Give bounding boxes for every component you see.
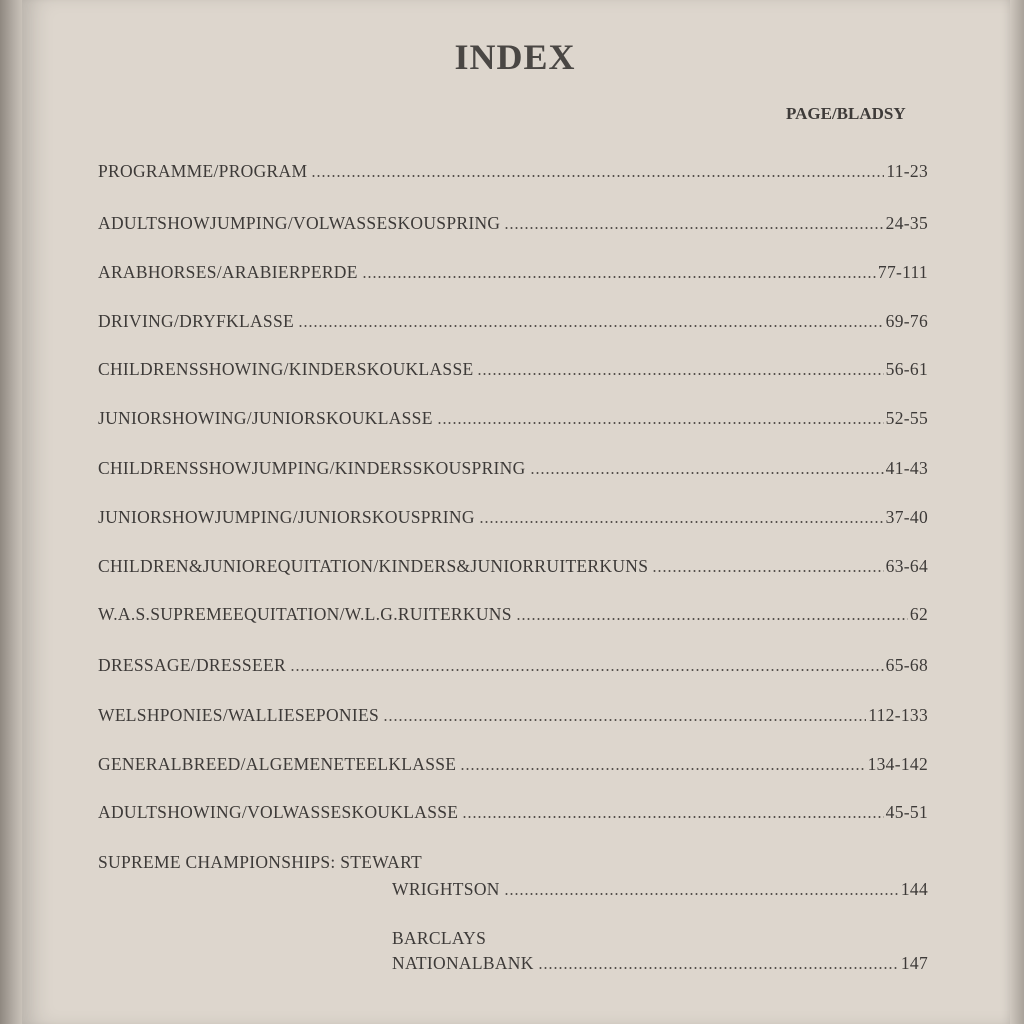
index-entry (98, 599, 928, 625)
entry-pages: 52-55 (885, 408, 928, 428)
dot-leader (362, 276, 876, 278)
entry-label: DRESSAGE/DRESSEER (98, 655, 286, 675)
entry-label: WRIGHTSON (392, 879, 500, 899)
entry-pages: 65-68 (885, 655, 928, 675)
dot-leader (290, 669, 884, 671)
index-entry (98, 749, 928, 775)
index-entry (98, 354, 928, 380)
entry-pages: 45-51 (885, 802, 928, 822)
supreme-heading: SUPREME CHAMPIONSHIPS: (98, 852, 336, 872)
dot-leader (460, 768, 865, 770)
dot-leader (383, 719, 866, 721)
entry-pages: 147 (900, 953, 928, 973)
page-column-header: PAGE/BLADSY (786, 104, 906, 123)
entry-pages: 77-111 (877, 262, 928, 282)
entry-pages: 63-64 (885, 556, 928, 576)
index-entry (98, 551, 928, 577)
entry-label: JUNIORSHOWING/JUNIORSKOUKLASSE (98, 408, 433, 428)
entry-pages: 37-40 (885, 507, 928, 527)
index-entry (98, 453, 928, 479)
index-entry (98, 257, 928, 283)
sponsor-line-1: STEWART (340, 852, 422, 872)
dot-leader (504, 227, 883, 229)
dot-leader (652, 570, 883, 572)
entry-label: CHILDREN&JUNIOREQUITATION/KINDERS&JUNIORRUITERKUNS (98, 556, 649, 576)
entry-pages: 144 (900, 879, 928, 899)
supreme-championships-label (98, 852, 422, 873)
entry-label: GENERALBREED/ALGEMENETEELKLASSE (98, 754, 457, 774)
dot-leader (504, 893, 899, 895)
entry-label: W.A.S.SUPREMEEQUITATION/W.L.G.RUITERKUNS (98, 604, 512, 624)
index-entry (98, 650, 928, 676)
index-entry (98, 502, 928, 528)
index-entry (392, 874, 928, 900)
index-entry (98, 306, 928, 332)
entry-label: CHILDRENSSHOWING/KINDERSKOUKLASSE (98, 359, 474, 379)
dot-leader (437, 422, 884, 424)
entry-pages: 24-35 (885, 213, 928, 233)
page-title: INDEX (454, 37, 576, 77)
book-spine-shadow (0, 0, 22, 1024)
index-entry (98, 797, 928, 823)
entry-label: JUNIORSHOWJUMPING/JUNIORSKOUSPRING (98, 507, 475, 527)
entry-label: WELSHPONIES/WALLIESEPONIES (98, 705, 379, 725)
entry-pages: 11-23 (886, 161, 928, 181)
entry-pages: 69-76 (885, 311, 928, 331)
dot-leader (462, 816, 883, 818)
sponsor-line-1: BARCLAYS (392, 928, 487, 948)
index-entry (98, 403, 928, 429)
page-edge (1010, 0, 1024, 1024)
entry-pages: 41-43 (885, 458, 928, 478)
dot-leader (298, 325, 884, 327)
dot-leader (479, 521, 884, 523)
dot-leader (538, 967, 899, 969)
dot-leader (477, 373, 883, 375)
dot-leader (530, 472, 884, 474)
entry-pages: 62 (909, 604, 928, 624)
dot-leader (516, 618, 908, 620)
index-entry (392, 948, 928, 974)
entry-label: ADULTSHOWING/VOLWASSESKOUKLASSE (98, 802, 459, 822)
index-entry (98, 700, 928, 726)
entry-pages: 134-142 (867, 754, 928, 774)
entry-pages: 112-133 (868, 705, 928, 725)
entry-label: ADULTSHOWJUMPING/VOLWASSESKOUSPRING (98, 213, 501, 233)
dot-leader (311, 175, 884, 177)
entry-pages: 56-61 (885, 359, 928, 379)
index-entry (98, 156, 928, 182)
entry-label: NATIONALBANK (392, 953, 534, 973)
entry-label: DRIVING/DRYFKLASSE (98, 311, 294, 331)
entry-label: PROGRAMME/PROGRAM (98, 161, 308, 181)
entry-label: ARABHORSES/ARABIERPERDE (98, 262, 358, 282)
entry-label: CHILDRENSSHOWJUMPING/KINDERSSKOUSPRING (98, 458, 526, 478)
index-entry (98, 208, 928, 234)
